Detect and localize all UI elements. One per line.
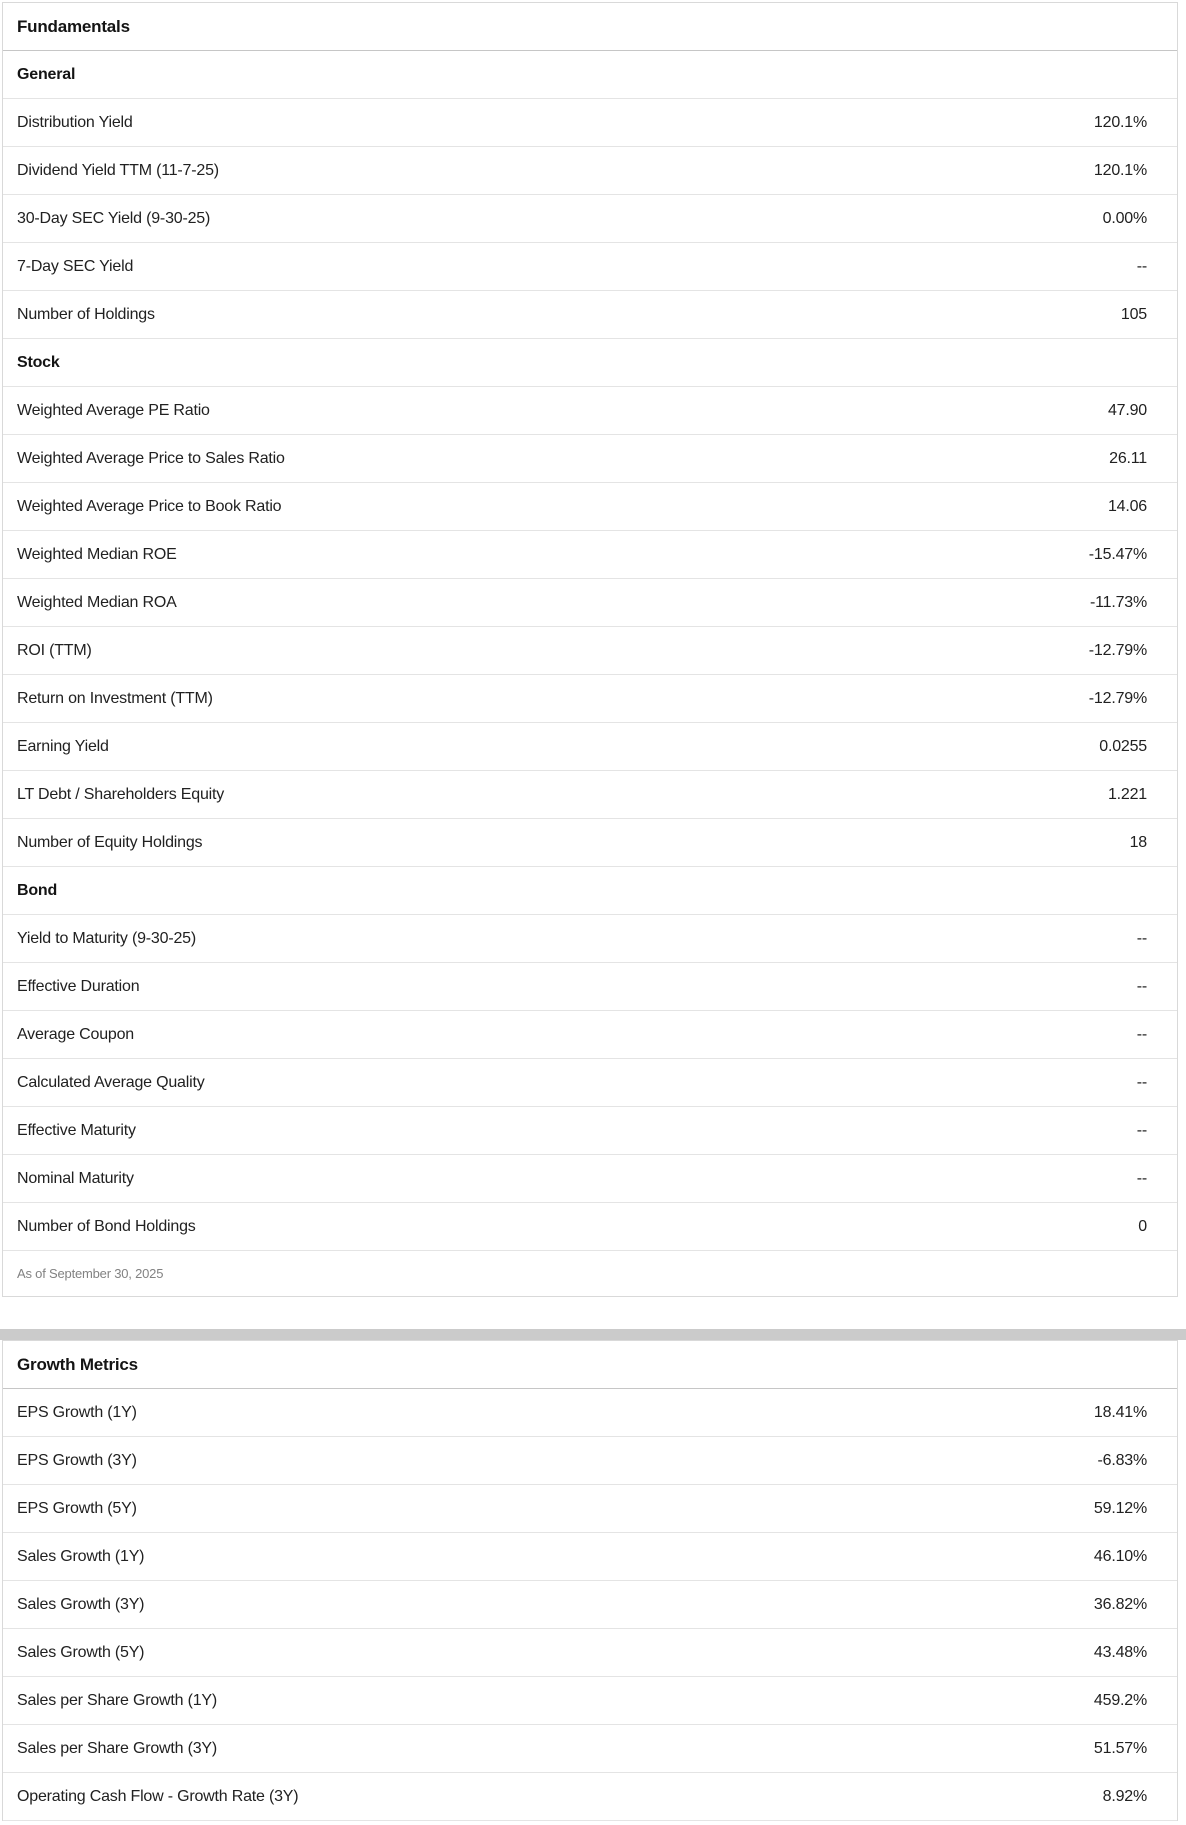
row-label: Return on Investment (TTM): [17, 689, 213, 707]
row-value: -12.79%: [1088, 689, 1147, 707]
table-row: [3, 915, 1177, 963]
row-value: --: [1136, 1169, 1147, 1187]
row-value: 26.11: [1109, 449, 1147, 467]
row-value: --: [1136, 929, 1147, 947]
row-label: Number of Equity Holdings: [17, 833, 203, 851]
fundamentals-panel-header: [3, 3, 1177, 51]
row-value: 36.82%: [1093, 1595, 1147, 1613]
row-label: Weighted Average Price to Sales Ratio: [17, 449, 285, 467]
table-row: [3, 675, 1177, 723]
table-row: [3, 531, 1177, 579]
row-label: Effective Duration: [17, 977, 140, 995]
row-value: 18: [1129, 833, 1147, 851]
table-row: [3, 771, 1177, 819]
table-row: [3, 1677, 1177, 1725]
row-label: Sales Growth (3Y): [17, 1595, 145, 1613]
section-header: [3, 867, 1177, 915]
table-row: [3, 1773, 1177, 1821]
row-value: --: [1136, 1121, 1147, 1139]
table-row: [3, 1107, 1177, 1155]
row-value: 8.92%: [1102, 1787, 1147, 1805]
row-label: Number of Bond Holdings: [17, 1217, 196, 1235]
row-value: -11.73%: [1089, 593, 1147, 611]
table-row: [3, 819, 1177, 867]
table-row: [3, 483, 1177, 531]
table-row: [3, 627, 1177, 675]
table-row: [3, 579, 1177, 627]
horizontal-scrollbar-thumb[interactable]: [0, 1329, 1186, 1340]
table-row: [3, 1581, 1177, 1629]
row-label: Calculated Average Quality: [17, 1073, 205, 1091]
row-value: 0.00%: [1102, 209, 1147, 227]
row-value: --: [1136, 257, 1147, 275]
row-value: --: [1136, 1073, 1147, 1091]
as-of-footer: [3, 1251, 1177, 1296]
row-value: 0.0255: [1099, 737, 1147, 755]
table-row: [3, 1155, 1177, 1203]
section-label: Bond: [17, 881, 58, 899]
row-label: EPS Growth (3Y): [17, 1451, 137, 1469]
table-row: [3, 387, 1177, 435]
section-header: [3, 51, 1177, 99]
row-value: -6.83%: [1097, 1451, 1147, 1469]
row-value: 51.57%: [1093, 1739, 1147, 1757]
table-row: [3, 1203, 1177, 1251]
row-label: Weighted Average PE Ratio: [17, 401, 210, 419]
row-value: 47.90: [1107, 401, 1147, 419]
row-value: 459.2%: [1093, 1691, 1147, 1709]
row-label: Dividend Yield TTM (11-7-25): [17, 161, 219, 179]
table-row: [3, 1059, 1177, 1107]
row-label: EPS Growth (1Y): [17, 1403, 137, 1421]
row-value: 120.1%: [1093, 161, 1147, 179]
fundamentals-panel: [2, 2, 1178, 1297]
fundamentals-table: [3, 51, 1177, 1296]
row-label: Weighted Average Price to Book Ratio: [17, 497, 282, 515]
row-value: 0: [1138, 1217, 1147, 1235]
row-value: 59.12%: [1093, 1499, 1147, 1517]
row-label: Sales Growth (5Y): [17, 1643, 145, 1661]
row-label: Yield to Maturity (9-30-25): [17, 929, 196, 947]
row-label: Weighted Median ROE: [17, 545, 177, 563]
panel-title: Growth Metrics: [17, 1354, 138, 1374]
table-row: [3, 1011, 1177, 1059]
row-label: Number of Holdings: [17, 305, 155, 323]
growth-metrics-panel: [2, 1340, 1178, 1821]
row-label: Effective Maturity: [17, 1121, 136, 1139]
row-label: Weighted Median ROA: [17, 593, 177, 611]
section-label: Stock: [17, 353, 60, 371]
table-row: [3, 723, 1177, 771]
row-label: 30-Day SEC Yield (9-30-25): [17, 209, 211, 227]
table-row: [3, 1533, 1177, 1581]
row-label: Distribution Yield: [17, 113, 133, 131]
row-label: Earning Yield: [17, 737, 109, 755]
row-value: 43.48%: [1093, 1643, 1147, 1661]
table-row: [3, 291, 1177, 339]
row-value: 1.221: [1107, 785, 1147, 803]
as-of-text: As of September 30, 2025: [17, 1266, 164, 1281]
row-label: Operating Cash Flow - Growth Rate (3Y): [17, 1787, 299, 1805]
table-row: [3, 1485, 1177, 1533]
table-row: [3, 195, 1177, 243]
row-value: 120.1%: [1093, 113, 1147, 131]
row-value: --: [1136, 1025, 1147, 1043]
row-label: ROI (TTM): [17, 641, 92, 659]
section-header: [3, 339, 1177, 387]
panel-title: Fundamentals: [17, 16, 130, 36]
row-value: 105: [1120, 305, 1147, 323]
row-label: 7-Day SEC Yield: [17, 257, 134, 275]
panel-gap: [0, 1297, 1186, 1329]
row-label: EPS Growth (5Y): [17, 1499, 137, 1517]
table-row: [3, 1725, 1177, 1773]
row-label: LT Debt / Shareholders Equity: [17, 785, 225, 803]
row-label: Sales Growth (1Y): [17, 1547, 145, 1565]
section-label: General: [17, 65, 76, 83]
row-value: -15.47%: [1088, 545, 1147, 563]
row-value: 18.41%: [1093, 1403, 1147, 1421]
table-row: [3, 147, 1177, 195]
row-value: --: [1136, 977, 1147, 995]
table-row: [3, 1629, 1177, 1677]
row-label: Nominal Maturity: [17, 1169, 134, 1187]
row-value: 46.10%: [1093, 1547, 1147, 1565]
table-row: [3, 1389, 1177, 1437]
table-row: [3, 435, 1177, 483]
row-label: Sales per Share Growth (3Y): [17, 1739, 218, 1757]
row-label: Sales per Share Growth (1Y): [17, 1691, 218, 1709]
table-row: [3, 963, 1177, 1011]
table-row: [3, 99, 1177, 147]
growth-metrics-table: [3, 1389, 1177, 1821]
growth-metrics-panel-header: [3, 1341, 1177, 1389]
row-label: Average Coupon: [17, 1025, 134, 1043]
table-row: [3, 1437, 1177, 1485]
table-row: [3, 243, 1177, 291]
row-value: -12.79%: [1088, 641, 1147, 659]
row-value: 14.06: [1107, 497, 1147, 515]
